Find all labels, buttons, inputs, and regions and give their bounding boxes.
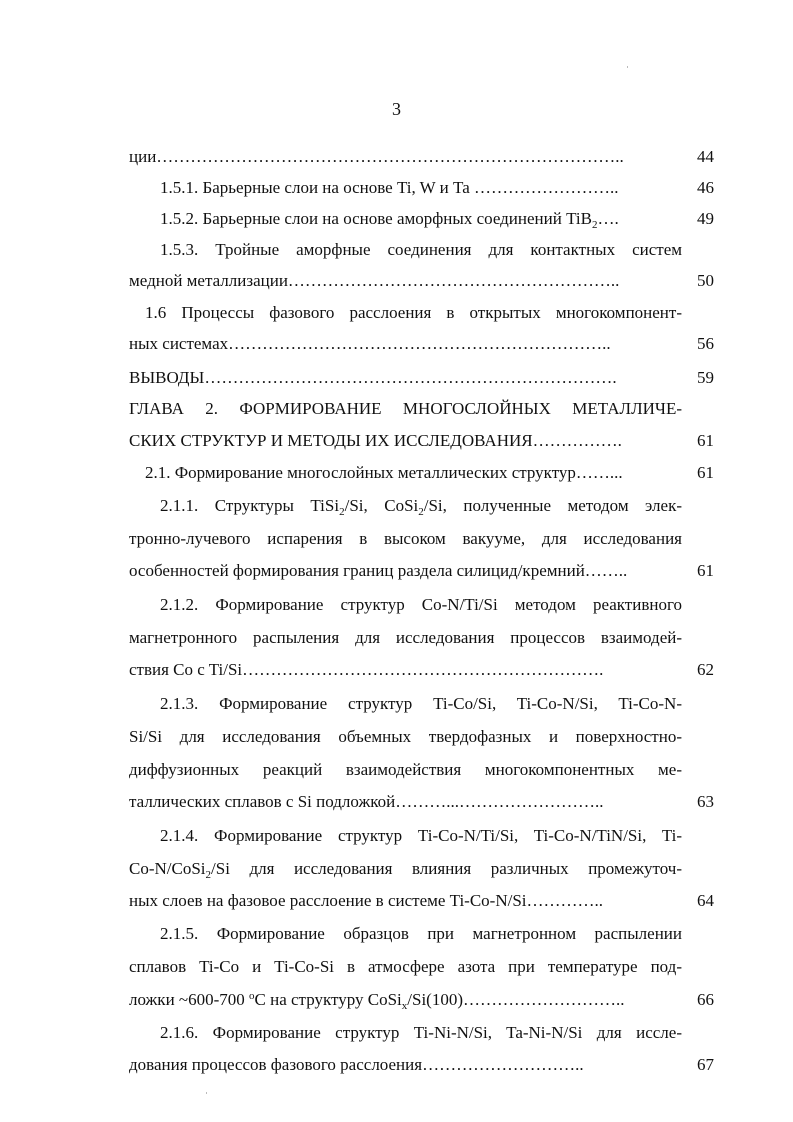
toc-line: 2.1. Формирование многослойных металлических структур……...: [145, 463, 623, 482]
toc-page-number: 61: [697, 431, 714, 450]
toc-line: 1.5.3. Тройные аморфные соединения для контактных систем: [160, 240, 682, 259]
toc-line: 2.1.2. Формирование структур Co-N/Ti/Si методом реактивного: [160, 595, 682, 614]
toc-line: ГЛАВА 2. ФОРМИРОВАНИЕ МНОГОСЛОЙНЫХ МЕТАЛЛИЧЕ-: [129, 399, 682, 418]
toc-page-number: 66: [697, 990, 714, 1009]
toc-line: Si/Si для исследования объемных твердофазных и поверхностно-: [129, 727, 682, 746]
toc-line: таллических сплавов с Si подложкой………...……………………..: [129, 792, 604, 811]
toc-page-number: 46: [697, 178, 714, 197]
toc-page-number: 49: [697, 209, 714, 228]
toc-line: 2.1.6. Формирование структур Ti-Ni-N/Si, Ta-Ni-N/Si для иссле-: [160, 1023, 682, 1042]
toc-line: ции………………………………………………………………………..: [129, 147, 624, 166]
toc-line: ВЫВОДЫ……………………………………………………………….: [129, 368, 617, 387]
scan-speck: [206, 1092, 207, 1094]
toc-line: 1.5.1. Барьерные слои на основе Ti, W и Ta ……………………..: [160, 178, 619, 197]
toc-line: ных слоев на фазовое расслоение в системе Ti-Co-N/Si…………..: [129, 891, 604, 910]
toc-line: 1.6 Процессы фазового расслоения в открытых многокомпонент-: [145, 303, 682, 322]
toc-page-number: 44: [697, 147, 714, 166]
toc-line: дования процессов фазового расслоения………………………..: [129, 1055, 584, 1074]
toc-page-number: 61: [697, 561, 714, 580]
toc-line: сплавов Ti-Co и Ti-Co-Si в атмосфере азота при температуре под-: [129, 957, 682, 976]
toc-line: ных системах…………………………………………………………..: [129, 334, 611, 353]
toc-line: особенностей формирования границ раздела силицид/кремний……..: [129, 561, 628, 580]
toc-line: ложки ~600-700 $^o$C на структуру CoSi$_x$/Si(100)………………………..: [129, 990, 625, 1012]
toc-page-number: 61: [697, 463, 714, 482]
toc-line: магнетронного распыления для исследования процессов взаимодей-: [129, 628, 682, 647]
toc-line: диффузионных реакций взаимодействия многокомпонентных ме-: [129, 760, 682, 779]
toc-page-number: 62: [697, 660, 714, 679]
toc-page-number: 50: [697, 271, 714, 290]
toc-line: медной металлизации…………………………………………………..: [129, 271, 620, 290]
toc-page-number: 63: [697, 792, 714, 811]
toc-line: СКИХ СТРУКТУР И МЕТОДЫ ИХ ИССЛЕДОВАНИЯ…………….: [129, 431, 622, 450]
toc-line: 2.1.5. Формирование образцов при магнетронном распылении: [160, 924, 682, 943]
toc-page-number: 59: [697, 368, 714, 387]
toc-line: Co-N/CoSi$_2$/Si для исследования влияния различных промежуточ-: [129, 859, 682, 881]
page-number: 3: [392, 99, 401, 119]
toc-page-number: 56: [697, 334, 714, 353]
scan-speck: [627, 66, 628, 68]
toc-page-number: 67: [697, 1055, 714, 1074]
toc-line: 1.5.2. Барьерные слои на основе аморфных соединений TiB$_2$….: [160, 209, 619, 231]
toc-line: тронно-лучевого испарения в высоком вакууме, для исследования: [129, 529, 682, 548]
toc-line: 2.1.3. Формирование структур Ti-Co/Si, Ti-Co-N/Si, Ti-Co-N-: [160, 694, 682, 713]
toc-page-number: 64: [697, 891, 714, 910]
toc-line: ствия Co c Ti/Si……………………………………………………….: [129, 660, 604, 679]
toc-line: 2.1.4. Формирование структур Ti-Co-N/Ti/Si, Ti-Co-N/TiN/Si, Ti-: [160, 826, 682, 845]
toc-line: 2.1.1. Структуры TiSi$_2$/Si, CoSi$_2$/Si, полученные методом элек-: [160, 496, 682, 518]
